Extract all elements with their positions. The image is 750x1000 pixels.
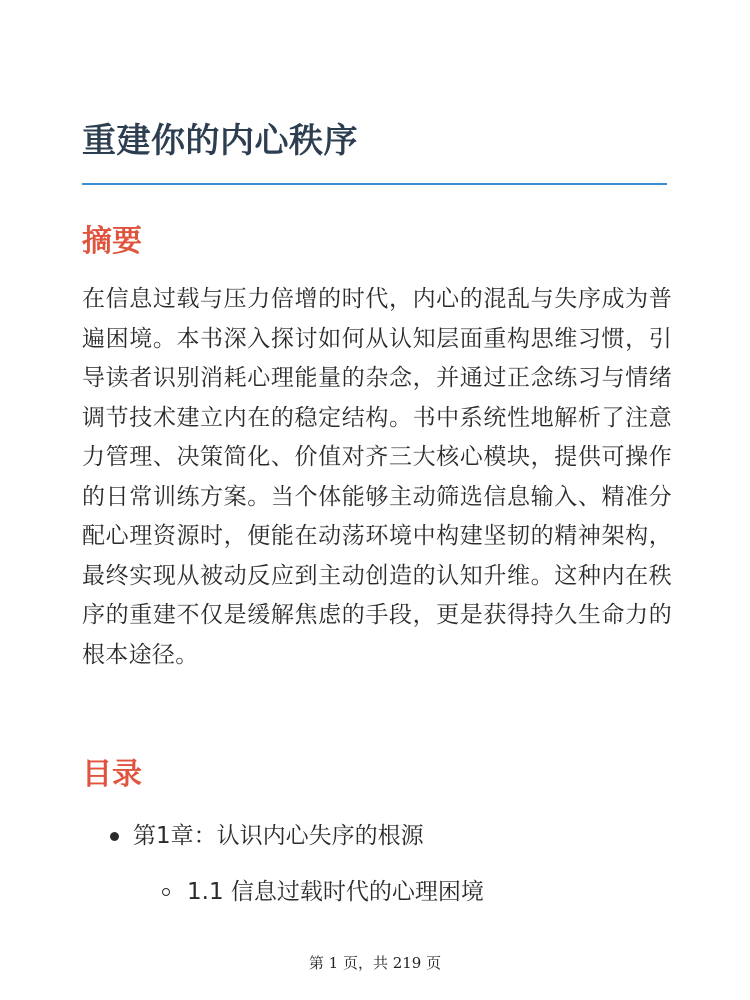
- summary-heading: 摘要: [82, 224, 142, 259]
- page-number-footer: 第 1 页，共 219 页: [308, 954, 442, 972]
- toc-item-chapter-1[interactable]: [110, 819, 424, 853]
- abstract-text: 在信息过载与压力倍增的时代，内心的混乱与失序成为普遍困境。本书深入探讨如何从认知层面重构思维习惯，引导读者识别消耗心理能量的杂念，并通过正念练习与情绪调节技术建立内在的稳定结构。书中系统性地解析了注意力管理、决策简化、价值对齐三大核心模块，提供可操作的日常训练方案。当个体能够主动筛选信息输入、精准分配心理资源时，便能在动荡环境中构建坚韧的精神架构，最终实现从被动反应到主动创造的认知升维。这种内在秩序的重建不仅是缓解焦虑的手段，更是获得持久生命力的根本途径。: [82, 286, 672, 668]
- bullet-disc-icon: [110, 832, 119, 841]
- document-title: 重建你的内心秩序: [82, 121, 358, 161]
- toc-heading: 目录: [82, 757, 142, 792]
- toc-item-section-1-1[interactable]: [162, 875, 484, 909]
- toc-item-label: 1.1 信息过载时代的心理困境: [187, 879, 484, 905]
- bullet-circle-icon: [162, 888, 170, 896]
- title-divider: [82, 183, 667, 185]
- toc-item-label: 第1章：认识内心失序的根源: [133, 823, 424, 849]
